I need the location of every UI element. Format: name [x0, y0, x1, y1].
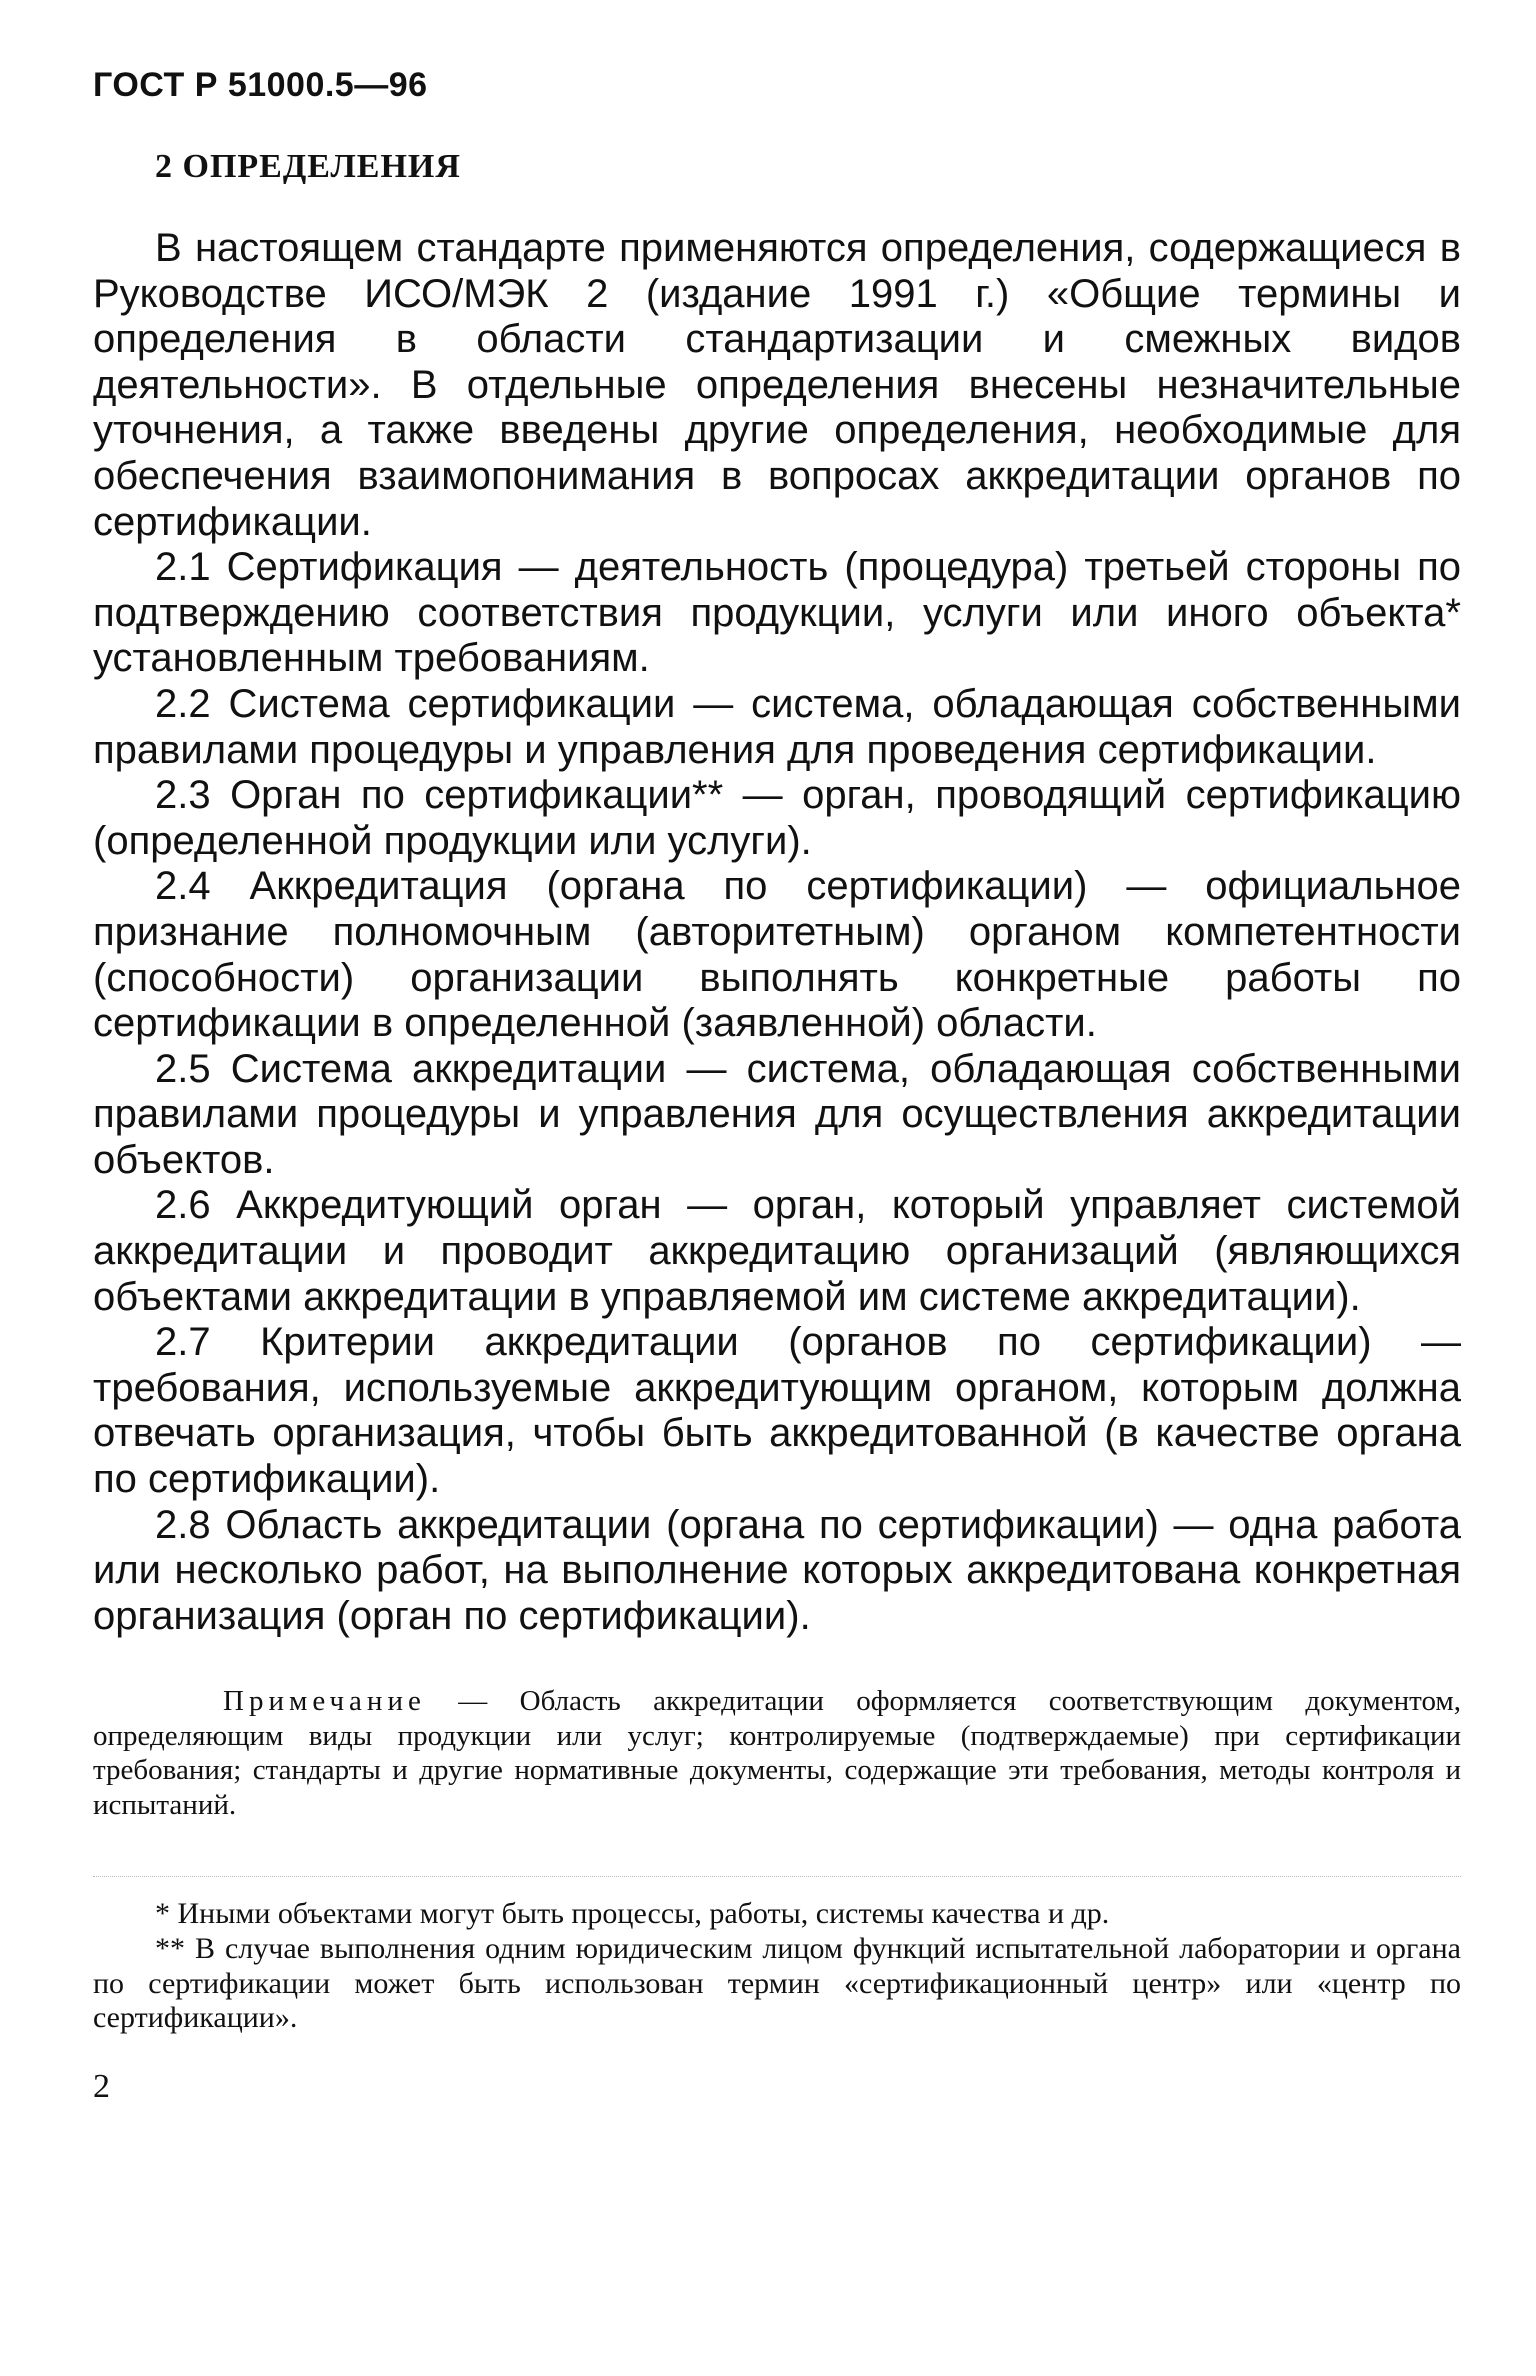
page-number: 2: [93, 2068, 110, 2105]
footnote-divider: [93, 1876, 1461, 1877]
note-label: Примечание: [223, 1685, 426, 1717]
definition-2-6: 2.6 Аккредитующий орган — орган, который управляет системой аккредитации и проводит аккредитацию организаций (являющихся объектами аккредитации в управляемой им системе аккредитации).: [93, 1183, 1461, 1319]
note: [93, 1684, 1461, 1822]
definition-2-5: 2.5 Система аккредитации — система, обладающая собственными правилами процедуры и управления для осуществления аккредитации объектов.: [93, 1046, 1461, 1182]
footnotes: [93, 1897, 1461, 2036]
definition-2-3: 2.3 Орган по сертификации** — орган, проводящий сертификацию (определенной продукции или услуги).: [93, 773, 1461, 863]
definitions-body: [93, 226, 1461, 1639]
footnote-1: * Иными объектами могут быть процессы, работы, системы качества и др.: [155, 1897, 1110, 1930]
definition-2-7: 2.7 Критерии аккредитации (органов по сертификации) — требования, используемые аккредитующим органом, которым должна отвечать организация, чтобы быть аккредитованной (в качестве органа по сертификации).: [93, 1320, 1461, 1502]
definition-2-4: 2.4 Аккредитация (органа по сертификации) — официальное признание полномочным (авторитетным) органом компетентности (способности) организации выполнять конкретные работы по сертификации в определенной (заявленной) области.: [93, 864, 1461, 1046]
standard-code-header: ГОСТ Р 51000.5—96: [93, 66, 428, 104]
definition-2-1: 2.1 Сертификация — деятельность (процедура) третьей стороны по подтверждению соответствия продукции, услуги или иного объекта* установленным требованиям.: [93, 545, 1461, 681]
intro-paragraph: В настоящем стандарте применяются определения, содержащиеся в Руководстве ИСО/МЭК 2 (издание 1991 г.) «Общие термины и определения в области стандартизации и смежных видов деятельности». В отдельные определения внесены незначительные уточнения, а также введены другие определения, необходимые для обеспечения взаимопонимания в вопросах аккредитации органов по сертификации.: [93, 226, 1461, 544]
definition-2-8: 2.8 Область аккредитации (органа по сертификации) — одна работа или несколько работ, на выполнение которых аккредитована конкретная организация (орган по сертификации).: [93, 1502, 1461, 1638]
definition-2-2: 2.2 Система сертификации — система, обладающая собственными правилами процедуры и управления для проведения сертификации.: [93, 681, 1461, 772]
note-text: — Область аккредитации оформляется соответствующим документом, определяющим виды продукции или услуг; контролируемые (подтверждаемые) при сертификации требования; стандарты и другие нормативные документы, содержащие эти требования, методы контроля и испытаний.: [93, 1685, 1461, 1821]
footnote-2: ** В случае выполнения одним юридическим лицом функций испытательной лаборатории и органа по сертификации может быть использован термин «сертификационный центр» или «центр по сертификации».: [93, 1931, 1461, 2035]
section-title: 2 ОПРЕДЕЛЕНИЯ: [155, 148, 461, 185]
